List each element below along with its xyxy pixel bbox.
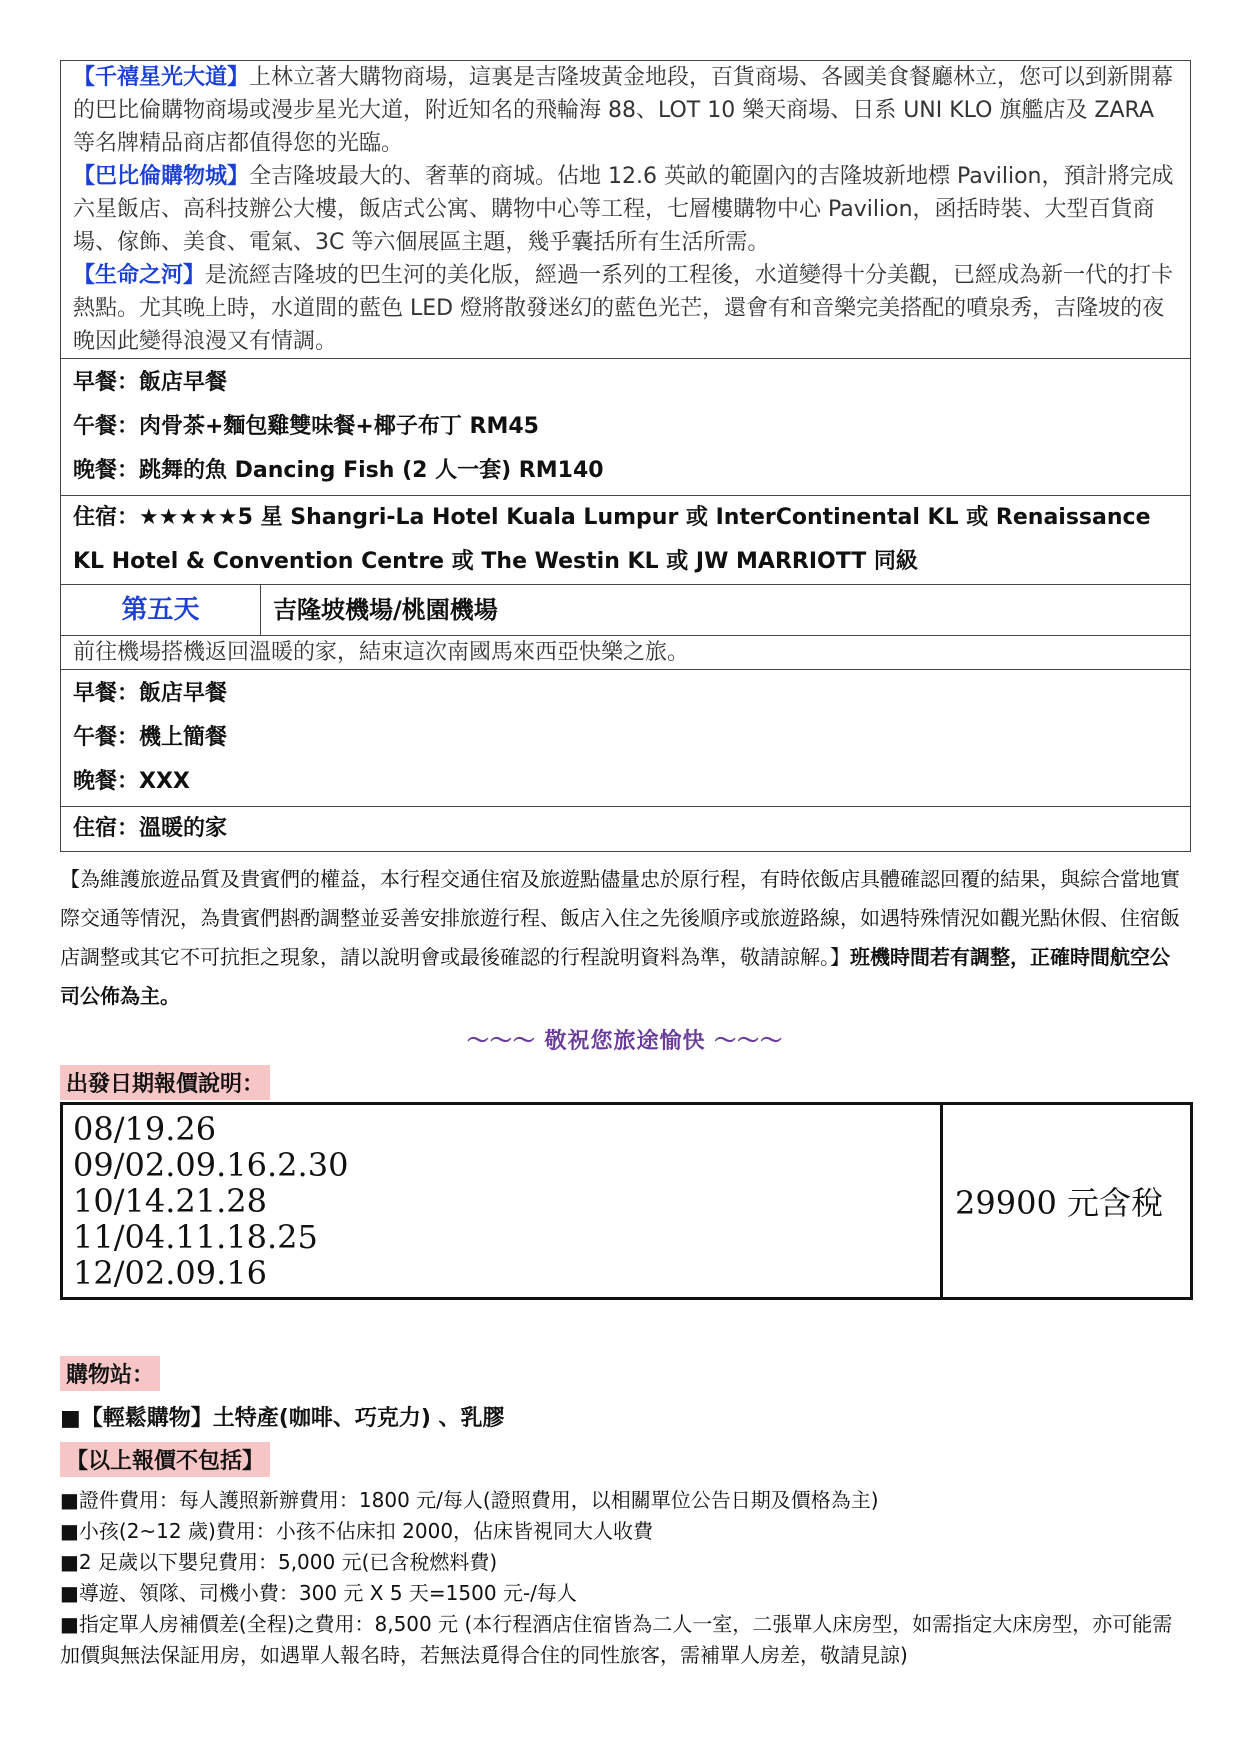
day5-description: 前往機場搭機返回溫暖的家，結束這次南國馬來西亞快樂之旅。 [61,636,1191,670]
attractions-cell [61,61,1191,359]
exclusion-item: ■小孩(2~12 歲)費用：小孩不佔床扣 2000，佔床皆視同大人收費 [60,1519,654,1543]
attraction-text: 上林立著大購物商場，這裏是吉隆坡黃金地段，百貨商場、各國美食餐廳林立，您可以到新開幕的巴比倫購物商場或漫步星光大道，附近知名的飛輪海 88、LOT 10 樂天商場、日系 UNI KLO 旗艦店及 ZARA 等名牌精品商店都值得您的光臨。 [73,65,1174,156]
departure-date: 09/02.09.16.2.30 [73,1146,349,1184]
day5-header-row [61,585,1191,636]
dinner-line: 晚餐：跳舞的魚 Dancing Fish (2 人一套) RM140 [73,458,604,483]
stay-line: 住宿：溫暖的家 [61,807,1191,852]
shopping-section [60,1356,1190,1432]
dinner-line: 晚餐：XXX [73,769,190,794]
itinerary-table [60,60,1191,852]
exclusions-list [60,1485,1180,1671]
wish-line: ～～～ 敬祝您旅途愉快 ～～～ [466,1029,784,1054]
day5-meals-row [61,670,1191,807]
stay-line: 住宿：★★★★★5 星 Shangri-La Hotel Kuala Lumpur 或 InterContinental KL 或 Renaissance KL Hotel & Convention Centre 或 The Westin KL 或 JW MARRIOTT 同級 [61,496,1191,585]
day5-desc-row [61,636,1191,670]
attraction-name: 【生命之河】 [73,263,206,288]
price-section-label: 出發日期報價說明： [60,1065,270,1100]
departure-dates-cell [62,1104,942,1299]
breakfast-line: 早餐：飯店早餐 [73,681,228,706]
attraction-text: 是流經吉隆坡的巴生河的美化版，經過一系列的工程後，水道變得十分美觀，已經成為新一代的打卡熱點。尤其晚上時，水道間的藍色 LED 燈將散發迷幻的藍色光芒，還會有和音樂完美搭配的噴泉秀，吉隆坡的夜晚因此變得浪漫又有情調。 [73,263,1174,354]
day5-stay-row [61,807,1191,852]
notice-bold-text: 班機時間若有調整，正確時間航空公司公佈為主。 [60,945,1170,1008]
departure-date: 12/02.09.16 [73,1254,267,1292]
attractions-row [61,61,1191,359]
notice-paragraph [60,860,1180,1016]
lunch-line: 午餐：肉骨茶+麵包雞雙味餐+椰子布丁 RM45 [73,414,539,439]
exclusions-label: 【以上報價不包括】 [60,1442,270,1477]
departure-date: 10/14.21.28 [73,1182,267,1220]
price-amount: 29900 元含稅 [942,1104,1192,1299]
shopping-item: ■【輕鬆購物】土特產(咖啡、巧克力) 、乳膠 [60,1406,505,1431]
exclusions-section [60,1442,1190,1671]
attraction-text: 全吉隆坡最大的、奢華的商城。佔地 12.6 英畝的範圍內的吉隆坡新地標 Pavilion，預計將完成六星飯店、高科技辦公大樓，飯店式公寓、購物中心等工程，七層樓購物中心 Pavilion，函括時裝、大型百貨商場、傢飾、美食、電氣、3C 等六個展區主題，幾乎囊括所有生活所需。 [73,164,1174,255]
attraction-name: 【千禧星光大道】 [73,65,250,90]
exclusion-item: ■導遊、領隊、司機小費：300 元 X 5 天=1500 元-/每人 [60,1581,577,1605]
breakfast-line: 早餐：飯店早餐 [73,370,228,395]
exclusion-item: ■證件費用：每人護照新辦費用：1800 元/每人(證照費用，以相關單位公告日期及價格為主) [60,1488,879,1512]
price-table [60,1102,1193,1300]
lunch-line: 午餐：機上簡餐 [73,725,228,750]
exclusion-item: ■指定單人房補價差(全程)之費用：8,500 元 (本行程酒店住宿皆為二人一室，二張單人床房型，如需指定大床房型，亦可能需加價與無法保証用房，如遇單人報名時，若無法覓得合住的同性旅客，需補單人房差，敬請見諒) [60,1612,1173,1667]
day4-stay-row [61,496,1191,585]
day-title: 吉隆坡機場/桃園機場 [261,585,1191,636]
day-label: 第五天 [61,585,261,636]
notice-text: 【為維護旅遊品質及貴賓們的權益，本行程交通住宿及旅遊點儘量忠於原行程，有時依飯店具體確認回覆的結果，與綜合當地實際交通等情況，為貴賓們斟酌調整並妥善安排旅遊行程、飯店入住之先後順序或旅遊路線，如遇特殊情況如觀光點休假、住宿飯店調整或其它不可抗拒之現象，請以說明會或最後確認的行程說明資料為準，敬請諒解。】 [60,867,1180,969]
price-section [60,1065,1190,1300]
shopping-label: 購物站： [60,1356,160,1391]
attraction-name: 【巴比倫購物城】 [73,164,250,189]
day4-meals-row [61,359,1191,496]
exclusion-item: ■2 足歲以下嬰兒費用：5,000 元(已含稅燃料費) [60,1550,498,1574]
departure-date: 11/04.11.18.25 [73,1218,318,1256]
itinerary-page [60,60,1190,1671]
departure-date: 08/19.26 [73,1110,217,1148]
